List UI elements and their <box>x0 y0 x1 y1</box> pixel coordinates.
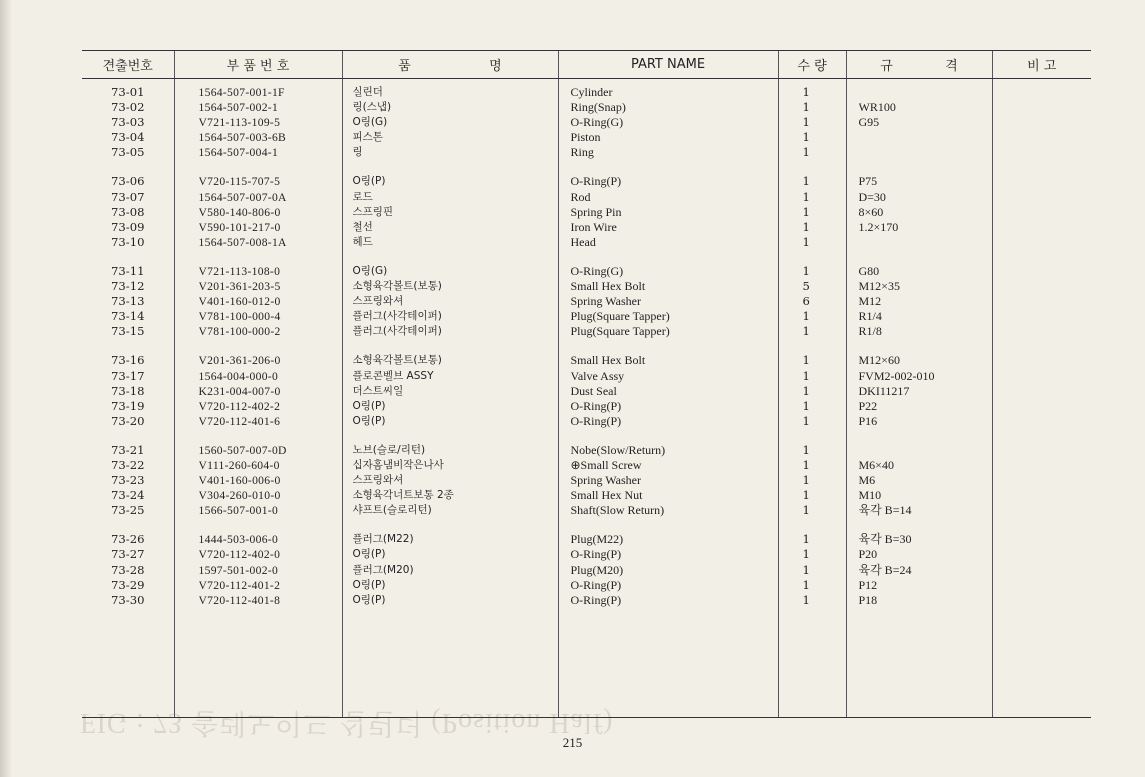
partno-cell: V721-113-108-0 <box>198 264 281 278</box>
row-group <box>199 443 342 518</box>
spec-cell: 육각 B=24 <box>858 562 912 577</box>
ename-cell: O-Ring(P) <box>570 577 622 592</box>
partno-cell: 1564-507-002-1 <box>198 101 279 115</box>
spec-cell: P12 <box>858 577 878 592</box>
code-cell: 73-15 <box>111 324 145 339</box>
row-group <box>82 353 174 428</box>
header-spec <box>846 51 992 79</box>
qty-cell: 1 <box>802 368 810 383</box>
spec-cell <box>859 235 992 250</box>
kname-cell: 소형육각볼트(보통) <box>352 280 442 293</box>
kname-cell: 플러그(M20) <box>352 563 414 576</box>
row-group <box>571 174 778 249</box>
qty-cell: 1 <box>802 488 810 503</box>
kname-cell: 플러그(사각테이퍼) <box>352 325 442 338</box>
ename-cell: Plug(M20) <box>570 562 624 577</box>
code-cell: 73-26 <box>111 532 145 547</box>
ename-cell: Plug(Square Tapper) <box>570 324 670 339</box>
code-cell: 73-21 <box>111 442 145 457</box>
spec-cell: FVM2-002-010 <box>858 368 935 383</box>
kname-cell: O링(G) <box>352 264 388 277</box>
ename-cell: Valve Assy <box>570 368 625 383</box>
qty-cell: 1 <box>802 592 810 607</box>
row-group <box>82 85 174 160</box>
kname-cell: 링(스냅) <box>352 101 392 114</box>
ename-cell: Plug(M22) <box>570 532 624 547</box>
spec-cell: M12×35 <box>858 279 900 294</box>
code-cell: 73-28 <box>111 562 145 577</box>
spec-cell: G95 <box>858 115 880 130</box>
partno-cell: 1564-507-001-1F <box>198 86 285 99</box>
ename-cell: Ring <box>570 145 594 160</box>
spec-cell: M10 <box>858 488 882 503</box>
spec-cell: P22 <box>858 398 878 413</box>
code-cell: 73-22 <box>111 457 145 472</box>
qty-cell: 1 <box>802 219 810 234</box>
code-cell: 73-25 <box>111 503 145 518</box>
spec-cell: M6×40 <box>858 457 894 472</box>
spec-cell <box>859 85 992 100</box>
spec-cell: P18 <box>858 592 878 607</box>
kname-cell: 링 <box>352 146 363 159</box>
ename-cell: O-Ring(P) <box>570 592 622 607</box>
ename-cell: O-Ring(P) <box>570 547 622 562</box>
header-kname <box>342 51 558 79</box>
code-column <box>82 79 174 718</box>
code-cell: 73-03 <box>111 115 145 130</box>
ename-cell: Rod <box>570 189 591 204</box>
qty-cell: 1 <box>802 145 810 160</box>
header-remarks: 비 고 <box>992 51 1091 79</box>
ename-cell: Small Hex Bolt <box>570 353 646 368</box>
row-group <box>353 353 558 428</box>
row-group <box>859 174 992 249</box>
code-cell: 73-16 <box>111 353 145 368</box>
row-group <box>571 532 778 607</box>
kname-cell: 더스트씨일 <box>352 384 404 397</box>
code-cell: 73-19 <box>111 398 145 413</box>
code-cell: 73-14 <box>111 309 145 324</box>
code-cell: 73-13 <box>111 294 145 309</box>
partno-cell: 1564-507-004-1 <box>198 146 279 160</box>
code-cell: 73-23 <box>111 473 145 488</box>
ename-cell: Small Hex Bolt <box>570 279 646 294</box>
partno-cell: V201-361-203-5 <box>198 280 281 294</box>
kname-cell: 철선 <box>352 220 373 233</box>
remarks-column <box>992 79 1091 718</box>
qty-cell: 1 <box>802 204 810 219</box>
kname-cell: 소형육각너트보통 2종 <box>352 489 454 502</box>
ename-cell: Iron Wire <box>570 219 617 234</box>
kname-cell: 플러그(사각테이퍼) <box>352 310 442 323</box>
partno-cell: 1444-503-006-0 <box>198 533 279 547</box>
page-number: 215 <box>562 735 583 750</box>
code-cell: 73-20 <box>111 413 145 428</box>
qty-cell: 1 <box>802 353 810 368</box>
qty-cell: 6 <box>802 294 810 309</box>
partno-cell: V401-160-006-0 <box>198 474 281 488</box>
partno-cell: 1560-507-007-0D <box>198 443 287 457</box>
row-group <box>803 532 846 607</box>
kname-column <box>342 79 558 718</box>
ename-cell: Plug(Square Tapper) <box>570 309 670 324</box>
kname-cell: 십자홈냄비작은나사 <box>352 458 444 471</box>
ename-cell: Spring Pin <box>570 204 622 219</box>
header-qty: 수 량 <box>778 51 846 79</box>
qty-cell: 1 <box>802 263 810 278</box>
spec-column <box>846 79 992 718</box>
qty-cell: 1 <box>802 532 810 547</box>
code-cell: 73-29 <box>111 577 145 592</box>
partno-cell: 1566-507-001-0 <box>198 504 279 518</box>
partno-cell: 1564-507-008-1A <box>198 235 287 249</box>
kname-cell: O링(P) <box>352 399 386 412</box>
ename-cell: Ring(Snap) <box>570 100 626 115</box>
row-group <box>803 353 846 428</box>
spec-cell <box>859 145 992 160</box>
row-group <box>199 264 342 339</box>
row-group <box>571 85 778 160</box>
kname-cell: O링(P) <box>352 578 386 591</box>
kname-cell: 샤프트(슬로리턴) <box>352 504 432 517</box>
row-group <box>353 532 558 607</box>
partno-cell: V720-112-402-0 <box>198 548 281 562</box>
row-group <box>353 443 558 518</box>
qty-cell: 1 <box>802 503 810 518</box>
header-spec-b: 격 <box>945 59 958 74</box>
qty-cell: 1 <box>802 115 810 130</box>
ename-cell: O-Ring(G) <box>570 115 624 130</box>
partno-cell: V721-113-109-5 <box>198 116 281 130</box>
kname-cell: O링(P) <box>352 175 386 188</box>
header-ename: PART NAME <box>558 51 778 79</box>
row-group <box>803 174 846 249</box>
code-cell: 73-10 <box>111 234 145 249</box>
code-cell: 73-24 <box>111 488 145 503</box>
kname-cell: O링(P) <box>352 414 386 427</box>
ename-cell: Piston <box>570 130 601 145</box>
qty-cell: 1 <box>802 547 810 562</box>
spec-cell: D=30 <box>858 189 886 204</box>
row-group <box>82 443 174 518</box>
qty-cell: 1 <box>802 100 810 115</box>
code-cell: 73-09 <box>111 219 145 234</box>
partno-cell: V401-160-012-0 <box>198 295 281 309</box>
row-group <box>859 85 992 160</box>
partno-cell: V720-112-401-6 <box>198 414 281 428</box>
ename-cell: ⊕Small Screw <box>570 457 642 472</box>
ename-cell: Shaft(Slow Return) <box>570 503 665 518</box>
partno-cell: V720-112-402-2 <box>198 399 281 413</box>
spec-cell: 육각 B=30 <box>858 532 912 547</box>
qty-cell: 1 <box>802 383 810 398</box>
kname-cell: O링(P) <box>352 548 386 561</box>
kname-cell: O링(G) <box>352 116 388 129</box>
qty-cell: 1 <box>802 457 810 472</box>
row-group <box>859 532 992 607</box>
code-cell: 73-17 <box>111 368 145 383</box>
row-group <box>353 264 558 339</box>
spec-cell: M12×60 <box>858 353 900 368</box>
partno-cell: 1564-004-000-0 <box>198 369 279 383</box>
qty-cell: 1 <box>802 413 810 428</box>
kname-cell: 소형육각볼트(보통) <box>352 354 442 367</box>
qty-cell: 1 <box>802 130 810 145</box>
spec-cell: G80 <box>858 263 880 278</box>
code-cell: 73-07 <box>111 189 145 204</box>
spec-cell: R1/4 <box>858 309 882 324</box>
spec-cell: M12 <box>858 294 882 309</box>
spec-cell: P16 <box>858 413 878 428</box>
qty-column <box>778 79 846 718</box>
spec-cell <box>859 130 992 145</box>
partno-cell: V111-260-604-0 <box>198 458 280 472</box>
partno-cell: V720-115-707-5 <box>198 175 281 189</box>
row-group <box>859 443 992 518</box>
code-cell: 73-18 <box>111 383 145 398</box>
ename-cell: Cylinder <box>570 85 613 99</box>
spec-cell: WR100 <box>858 100 896 115</box>
partno-cell: 1564-507-003-6B <box>198 131 287 145</box>
ename-cell: Head <box>570 234 596 249</box>
row-group <box>353 85 558 160</box>
kname-cell: O링(P) <box>352 593 386 606</box>
code-cell: 73-02 <box>111 100 145 115</box>
row-group <box>859 353 992 428</box>
qty-cell: 1 <box>802 324 810 339</box>
row-group <box>82 532 174 607</box>
kname-cell: 로드 <box>352 190 373 203</box>
partno-column <box>174 79 342 718</box>
partno-cell: V720-112-401-8 <box>198 593 281 607</box>
row-group <box>199 85 342 160</box>
spec-cell: DKI11217 <box>858 383 910 398</box>
partno-cell: V201-361-206-0 <box>198 354 281 368</box>
kname-cell: 스프링핀 <box>352 205 394 218</box>
kname-cell: 헤드 <box>352 235 373 248</box>
ename-cell: Nobe(Slow/Return) <box>570 442 666 457</box>
row-group <box>571 443 778 518</box>
spec-cell: P75 <box>858 174 878 189</box>
row-group <box>353 174 558 249</box>
ename-cell: Spring Washer <box>570 294 641 309</box>
row-group <box>82 174 174 249</box>
page-edge-shadow <box>0 0 12 777</box>
partno-cell: V781-100-000-2 <box>198 325 281 339</box>
code-cell: 73-04 <box>111 130 145 145</box>
body-row <box>82 79 1091 718</box>
qty-cell: 1 <box>802 473 810 488</box>
row-group <box>199 532 342 607</box>
qty-cell: 1 <box>802 442 810 457</box>
row-group <box>199 174 342 249</box>
ename-column <box>558 79 778 718</box>
kname-cell: 플로콘벨브 ASSY <box>352 369 434 382</box>
bleed-through-text: FIG : 73 솔레노이드 실린더 (Position Half) <box>80 707 614 738</box>
qty-cell: 1 <box>802 309 810 324</box>
code-cell: 73-06 <box>111 174 145 189</box>
row-group <box>571 264 778 339</box>
kname-cell: 플러그(M22) <box>352 533 414 546</box>
qty-cell: 1 <box>802 85 810 99</box>
kname-cell: 스프링와셔 <box>352 474 404 487</box>
header-spec-a: 규 <box>880 59 893 74</box>
row-group <box>859 264 992 339</box>
header-kname-a: 품 <box>398 59 411 74</box>
qty-cell: 1 <box>802 562 810 577</box>
qty-cell: 1 <box>802 174 810 189</box>
spec-cell: 8×60 <box>858 204 884 219</box>
header-code: 견출번호 <box>82 51 174 79</box>
row-group <box>571 353 778 428</box>
header-row <box>82 51 1091 79</box>
partno-cell: K231-004-007-0 <box>198 384 281 398</box>
row-group <box>803 85 846 160</box>
ename-cell: O-Ring(P) <box>570 174 622 189</box>
code-cell: 73-30 <box>111 592 145 607</box>
qty-cell: 5 <box>802 279 810 294</box>
kname-cell: 스프링와셔 <box>352 295 404 308</box>
code-cell: 73-01 <box>111 85 145 99</box>
code-cell: 73-27 <box>111 547 145 562</box>
ename-cell: Dust Seal <box>570 383 617 398</box>
kname-cell: 피스톤 <box>352 131 383 144</box>
header-kname-b: 명 <box>489 59 502 74</box>
partno-cell: V590-101-217-0 <box>198 220 281 234</box>
kname-cell: 노브(슬로/리턴) <box>352 443 426 456</box>
spec-cell: M6 <box>858 473 876 488</box>
row-group <box>803 264 846 339</box>
qty-cell: 1 <box>802 234 810 249</box>
spec-cell: 육각 B=14 <box>858 503 912 518</box>
partno-cell: 1597-501-002-0 <box>198 563 279 577</box>
partno-cell: 1564-507-007-0A <box>198 190 287 204</box>
spec-cell: P20 <box>858 547 878 562</box>
spec-cell: 1.2×170 <box>858 219 899 234</box>
qty-cell: 1 <box>802 577 810 592</box>
kname-cell: 실린더 <box>352 86 383 98</box>
header-partno: 부 품 번 호 <box>174 51 342 79</box>
row-group <box>199 353 342 428</box>
spec-cell: R1/8 <box>858 324 882 339</box>
spec-cell <box>859 443 992 458</box>
partno-cell: V720-112-401-2 <box>198 578 281 592</box>
partno-cell: V304-260-010-0 <box>198 489 281 503</box>
ename-cell: O-Ring(P) <box>570 398 622 413</box>
qty-cell: 1 <box>802 398 810 413</box>
row-group <box>803 443 846 518</box>
partno-cell: V580-140-806-0 <box>198 205 281 219</box>
qty-cell: 1 <box>802 189 810 204</box>
ename-cell: Small Hex Nut <box>570 488 643 503</box>
row-group <box>82 264 174 339</box>
ename-cell: Spring Washer <box>570 473 641 488</box>
ename-cell: O-Ring(G) <box>570 263 624 278</box>
code-cell: 73-08 <box>111 204 145 219</box>
code-cell: 73-12 <box>111 279 145 294</box>
ename-cell: O-Ring(P) <box>570 413 622 428</box>
partno-cell: V781-100-000-4 <box>198 310 281 324</box>
code-cell: 73-11 <box>111 263 145 278</box>
parts-table <box>82 50 1091 718</box>
code-cell: 73-05 <box>111 145 145 160</box>
